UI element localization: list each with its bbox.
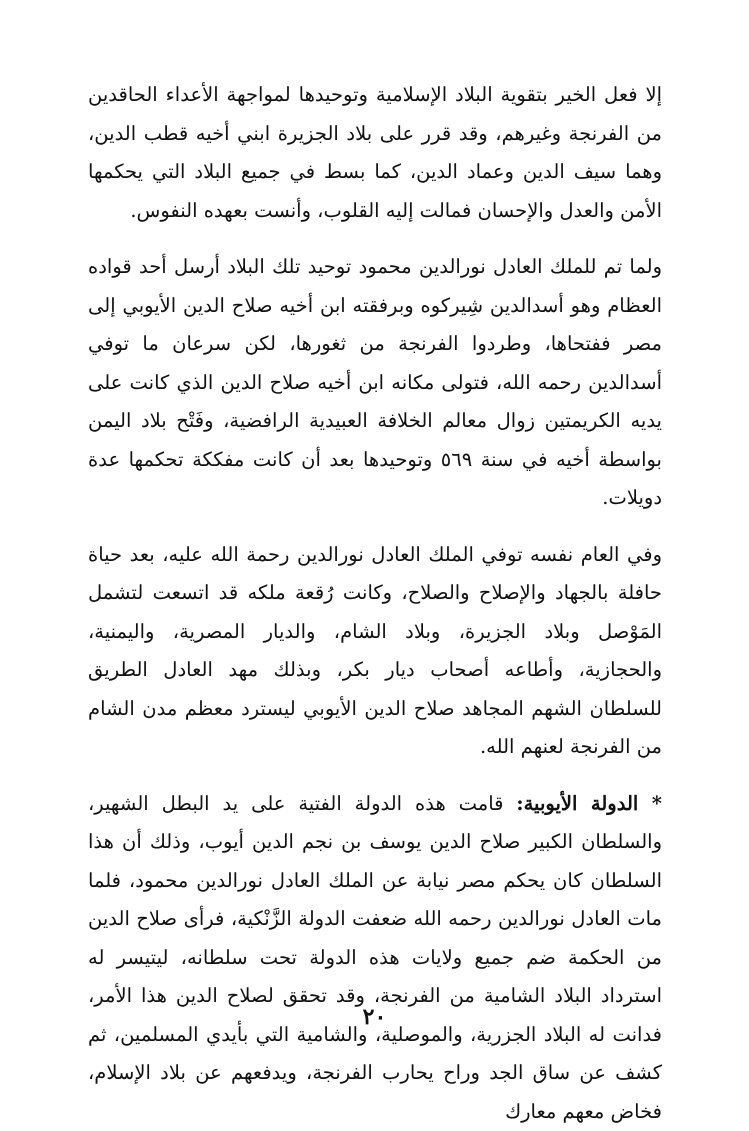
page-body	[88, 76, 662, 1131]
paragraph-gap	[88, 230, 662, 248]
paragraph-2: ولما تم للملك العادل نورالدين محمود توحيد تلك البلاد أرسل أحد قواده العظام وهو أسدالدين شِيركوه وبرفقته ابن أخيه صلاح الدين الأيوبي إلى مصر ففتحاها، وطردوا الفرنجة من ثغورها، لكن سرعان ما توفي أسدالدين رحمه الله، فتولى مكانه ابن أخيه صلاح الدين الذي كانت على يديه الكريمتين زوال معالم الخلافة العبيدية الرافضية، وفَتْح بلاد اليمن بواسطة أخيه في سنة ٥٦٩ وتوحيدها بعد أن كانت مفككة تحكمها عدة دويلات.	[88, 248, 662, 518]
section-heading-ayyubid: * الدولة الأيوبية:	[516, 792, 662, 815]
paragraph-3: وفي العام نفسه توفي الملك العادل نورالدين رحمة الله عليه، بعد حياة حافلة بالجهاد والإصلاح والصلاح، وكانت رُقعة ملكه قد اتسعت لتشمل المَوْصل وبلاد الجزيرة، وبلاد الشام، والديار المصرية، واليمنية، والحجازية، وأطاعه أصحاب ديار بكر، وبذلك مهد العادل الطريق للسلطان الشهم المجاهد صلاح الدين الأيوبي ليسترد معظم مدن الشام من الفرنجة لعنهم الله.	[88, 536, 662, 767]
page-number: ٢٠	[0, 1004, 749, 1030]
paragraph-4	[88, 785, 662, 1131]
paragraph-gap	[88, 767, 662, 785]
paragraph-4-body: قامت هذه الدولة الفتية على يد البطل الشهير، والسلطان الكبير صلاح الدين يوسف بن نجم الدين أيوب، وذلك أن هذا السلطان كان يحكم مصر نيابة عن الملك العادل نورالدين محمود، فلما مات العادل نورالدين رحمه الله ضعفت الدولة الزَّنْكية، فرأى صلاح الدين من الحكمة ضم جميع ولايات هذه الدولة تحت سلطانه، ليتيسر له استرداد البلاد الشامية من الفرنجة، وقد تحقق لصلاح الدين هذا الأمر، فدانت له البلاد الجزرية، والموصلية، والشامية التي بأيدي المسلمين، ثم كشف عن ساق الجد وراح يحارب الفرنجة، ويدفعهم عن بلاد الإسلام، فخاض معهم معارك	[88, 792, 662, 1123]
paragraph-gap	[88, 518, 662, 536]
paragraph-1: إلا فعل الخير بتقوية البلاد الإسلامية وتوحيدها لمواجهة الأعداء الحاقدين من الفرنجة وغيرهم، وقد قرر على بلاد الجزيرة ابني أخيه قطب الدين، وهما سيف الدين وعماد الدين، كما بسط في جميع البلاد التي يحكمها الأمن والعدل والإحسان فمالت إليه القلوب، وأنست بعهده النفوس.	[88, 76, 662, 230]
